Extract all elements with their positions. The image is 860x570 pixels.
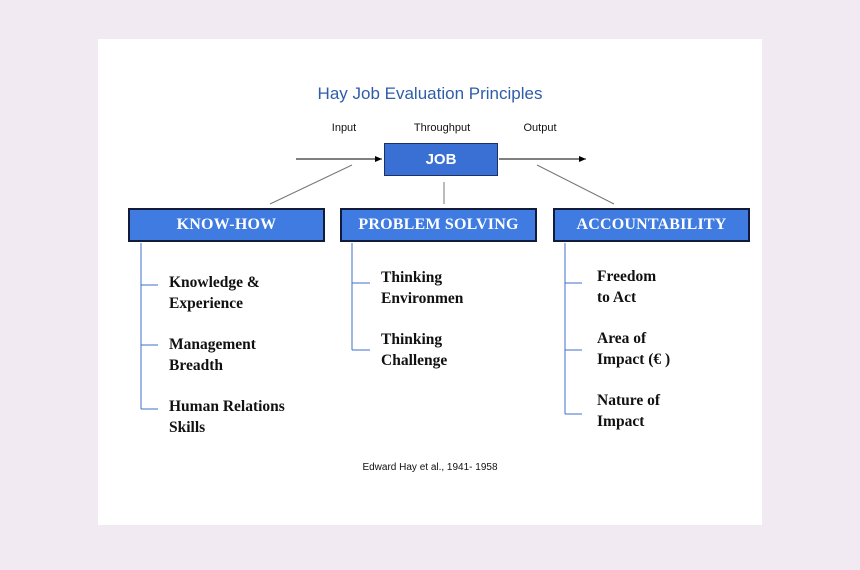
throughput-label: Throughput (413, 122, 471, 134)
knowhow-tree (141, 243, 158, 409)
problem-solving-item: Thinking Challenge (381, 331, 448, 369)
problem-solving-item: Thinking Environmen (381, 269, 464, 307)
knowhow-item: Management Breadth (169, 336, 256, 374)
accountability-item: Freedom to Act (597, 268, 657, 306)
accountability-box: ACCOUNTABILITY (553, 208, 750, 242)
output-label: Output (523, 122, 557, 134)
job-box: JOB (384, 143, 498, 176)
knowhow-box: KNOW-HOW (128, 208, 325, 242)
problem-solving-tree (352, 243, 370, 350)
input-label: Input (331, 122, 357, 134)
job-to-accountability-line (537, 165, 614, 204)
citation-credit: Edward Hay et al., 1941- 1958 (362, 462, 498, 473)
diagram-title: Hay Job Evaluation Principles (317, 84, 543, 103)
knowhow-item: Knowledge & Experience (169, 274, 260, 312)
accountability-item: Nature of Impact (597, 392, 660, 430)
knowhow-item: Human Relations Skills (169, 398, 285, 436)
job-to-knowhow-line (270, 165, 352, 204)
problem-solving-box: PROBLEM SOLVING (340, 208, 537, 242)
accountability-tree (565, 243, 582, 414)
accountability-item: Area of Impact (€ ) (597, 330, 671, 368)
